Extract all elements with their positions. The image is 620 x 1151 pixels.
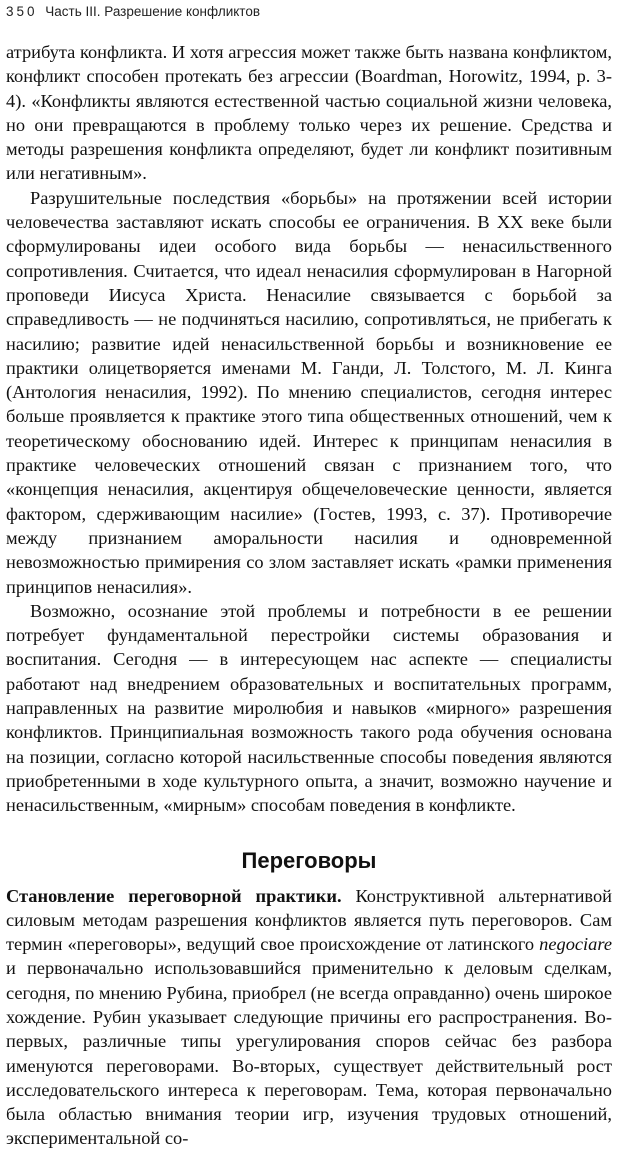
paragraph-continued: атрибута конфликта. И хотя агрессия может также быть названа конфликтом, конфликт способен протекать без агрессии (Boardman, Horowitz, 1994, p. 3-4). «Конфликты являются естественной частью социальной жизни человека, но они превращаются в проблему только через их решение. Средства и методы разрешения конфликта определяют, будет ли конфликт позитивным или негативным». — [6, 42, 612, 184]
page-number: 350 — [6, 4, 38, 19]
part-title: Часть III. Разрешение конфликтов — [45, 4, 261, 19]
paragraph: Возможно, осознание этой проблемы и потребности в ее решении потребует фундаментальной перестройки системы образования и воспитания. Сегодня — в интересующем нас аспекте — специалисты работают над внедрением образовательных и воспитательных программ, направленных на развитие миролюбия и навыков «мирного» разрешения конфликтов. Принципиальная возможность такого рода обучения основана на позиции, согласно которой насильственные способы поведения являются приобретенными в ходе культурного опыта, а значит, возможно научение и ненасильственным, «мирным» способам поведения в конфликте. — [6, 600, 612, 816]
paragraph: Разрушительные последствия «борьбы» на протяжении всей истории человечества заставляют искать способы ее ограничения. В XX веке были сформулированы идеи особого вида борьбы — ненасильственного сопротивления. Считается, что идеал ненасилия сформулирован в Нагорной проповеди Иисуса Христа. Ненасилие связывается с борьбой за справедливость — не подчиняться насилию, сопротивляться, не прибегать к насилию; развитие идей ненасильственной борьбы и возникновение ее практики олицетворяется именами М. Ганди, Л. Толстого, М. Л. Кинга (Антология ненасилия, 1992). По мнению специалистов, сегодня интерес больше проявляется к практике этого типа общественных отношений, чем к теоретическому обоснованию идей. Интерес к принципам ненасилия в практике человеческих отношений связан с признанием того, что «концепция ненасилия, акцентируя общечеловеческие ценности, является фактором, сдерживающим насилие» (Гостев, 1993, с. 37). Противоречие между признанием аморальности насилия и одновременной невозможностью примирения со злом заставляет искать «рамки применения принципов ненасилия». — [6, 187, 612, 597]
section-paragraph — [6, 884, 612, 1151]
running-head — [6, 4, 260, 19]
body-text — [6, 40, 612, 1151]
section-heading: Переговоры — [241, 847, 377, 873]
runin-heading: Становление переговорной практики. — [6, 885, 342, 906]
section-text-part-2: и первоначально использовавшийся применительно к деловым сделкам, сегодня, по мнению Рубина, приобрел (не всегда оправданно) очень широкое хождение. Рубин указывает следующие причины его распространения. Во-первых, различные типы урегулирования споров сейчас без разбора именуются переговорами. Во-вторых, существует действительный рост исследовательского интереса к переговорам. Тема, которая первоначально была областью внимания теории игр, изучения трудовых отношений, экспериментальной со- — [6, 958, 612, 1149]
latin-term: negociare — [539, 934, 612, 955]
section-text-part-1: Конструктивной альтернативой силовым методам разрешения конфликтов является путь переговоров. Сам термин «переговоры», ведущий свое происхождение от латинского — [6, 885, 613, 955]
